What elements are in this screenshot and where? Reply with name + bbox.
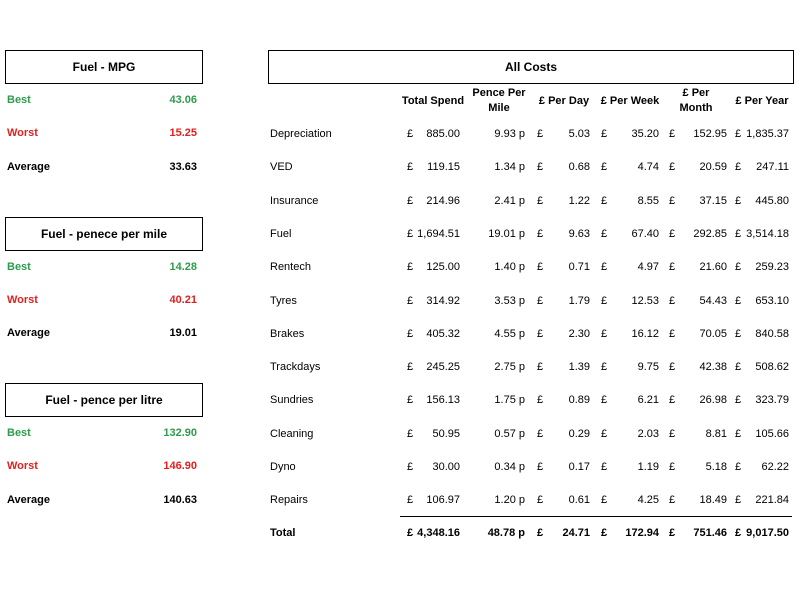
col-header-total-spend: Total Spend <box>401 95 465 107</box>
currency-symbol: £ <box>735 161 742 174</box>
cell-year: 105.66 <box>755 427 789 440</box>
currency-symbol: £ <box>735 227 742 240</box>
table-row <box>270 428 795 444</box>
cell-year: 9,017.50 <box>746 527 789 539</box>
currency-symbol: £ <box>407 427 414 440</box>
currency-symbol: £ <box>601 427 608 440</box>
currency-symbol: £ <box>537 327 544 340</box>
currency-symbol: £ <box>537 494 544 507</box>
cell-week: 6.21 <box>637 394 659 407</box>
ppm-panel-title: Fuel - penece per mile <box>5 217 203 251</box>
mpg-best-row <box>7 94 197 110</box>
row-value: 33.63 <box>169 161 197 173</box>
cell-ppm: 1.34 p <box>494 161 525 174</box>
currency-symbol: £ <box>669 227 676 240</box>
row-value: 40.21 <box>169 294 197 306</box>
ppm-best-row <box>7 261 197 277</box>
cell-week: 8.55 <box>637 194 659 207</box>
row-value: 146.90 <box>163 460 197 472</box>
row-label: Best <box>7 261 31 273</box>
cell-day: 0.89 <box>568 394 590 407</box>
row-label: Best <box>7 427 31 439</box>
ppm-worst-row <box>7 294 197 310</box>
cell-day: 5.03 <box>568 128 590 140</box>
cost-name: Depreciation <box>270 128 332 140</box>
cell-total: 106.97 <box>426 494 460 507</box>
cost-name: Repairs <box>270 494 308 507</box>
currency-symbol: £ <box>407 461 414 473</box>
currency-symbol: £ <box>735 494 742 507</box>
cell-week: 12.53 <box>631 294 659 307</box>
currency-symbol: £ <box>669 527 676 539</box>
mpg-panel-title: Fuel - MPG <box>5 50 203 84</box>
row-value: 43.06 <box>169 94 197 106</box>
col-header-pence-per-mile: Pence Per Mile <box>472 87 526 114</box>
cell-month: 18.49 <box>699 494 727 507</box>
cell-total: 214.96 <box>426 194 460 207</box>
cell-month: 751.46 <box>693 527 727 539</box>
row-label: Average <box>7 494 51 506</box>
currency-symbol: £ <box>735 527 742 539</box>
table-row <box>270 361 795 377</box>
col-header-per-year: £ Per Year <box>735 95 789 107</box>
currency-symbol: £ <box>601 261 608 274</box>
currency-symbol: £ <box>537 394 544 407</box>
cell-ppm: 19.01 p <box>488 227 525 240</box>
currency-symbol: £ <box>407 261 414 274</box>
cell-week: 4.25 <box>637 494 659 507</box>
currency-symbol: £ <box>735 461 742 473</box>
cell-year: 62.22 <box>761 461 789 473</box>
currency-symbol: £ <box>669 494 676 507</box>
cell-month: 20.59 <box>699 161 727 174</box>
cell-total: 314.92 <box>426 294 460 307</box>
ppl-worst-row <box>7 460 197 476</box>
cell-total: 119.15 <box>427 161 460 174</box>
cost-name: Fuel <box>270 227 292 240</box>
currency-symbol: £ <box>537 294 544 307</box>
cell-week: 172.94 <box>625 527 659 539</box>
currency-symbol: £ <box>537 161 544 174</box>
currency-symbol: £ <box>601 361 608 374</box>
cell-month: 152.95 <box>693 128 727 140</box>
cell-month: 54.43 <box>699 294 727 307</box>
cell-day: 24.71 <box>562 527 590 539</box>
currency-symbol: £ <box>735 361 742 374</box>
cell-total: 1,694.51 <box>417 227 460 240</box>
cell-year: 221.84 <box>755 494 789 507</box>
currency-symbol: £ <box>669 327 676 340</box>
cell-week: 16.12 <box>631 327 659 340</box>
cell-ppm: 48.78 p <box>487 527 525 539</box>
table-row <box>270 295 795 311</box>
cell-day: 1.79 <box>568 294 590 307</box>
cell-year: 508.62 <box>755 361 789 374</box>
row-label: Average <box>7 161 51 173</box>
table-row <box>270 161 795 177</box>
currency-symbol: £ <box>537 427 544 440</box>
row-label: Worst <box>7 460 38 472</box>
cell-day: 0.17 <box>568 461 590 473</box>
cell-day: 0.71 <box>568 261 590 274</box>
currency-symbol: £ <box>407 294 414 307</box>
table-row <box>270 394 795 410</box>
table-row <box>270 328 795 344</box>
cell-year: 653.10 <box>755 294 789 307</box>
currency-symbol: £ <box>407 394 414 407</box>
currency-symbol: £ <box>669 461 676 473</box>
table-row <box>270 228 795 244</box>
currency-symbol: £ <box>537 227 544 240</box>
cell-day: 0.29 <box>568 427 590 440</box>
cell-month: 8.81 <box>705 427 727 440</box>
mpg-worst-row <box>7 127 197 143</box>
col-header-per-day: £ Per Day <box>538 95 590 107</box>
cell-total: 4,348.16 <box>417 527 460 539</box>
cell-total: 125.00 <box>426 261 460 274</box>
cell-ppm: 9.93 p <box>494 128 525 140</box>
currency-symbol: £ <box>601 227 608 240</box>
currency-symbol: £ <box>735 427 742 440</box>
currency-symbol: £ <box>601 161 608 174</box>
cost-name: Insurance <box>270 194 319 207</box>
currency-symbol: £ <box>601 194 608 207</box>
cell-day: 2.30 <box>568 327 590 340</box>
col-header-per-week: £ Per Week <box>600 95 660 107</box>
row-value: 132.90 <box>163 427 197 439</box>
row-label: Best <box>7 94 31 106</box>
cell-month: 70.05 <box>699 327 727 340</box>
cost-name: VED <box>270 161 293 174</box>
cell-ppm: 3.53 p <box>494 294 525 307</box>
row-value: 19.01 <box>169 327 197 339</box>
currency-symbol: £ <box>669 261 676 274</box>
cell-month: 21.60 <box>699 261 727 274</box>
currency-symbol: £ <box>735 128 742 140</box>
currency-symbol: £ <box>601 527 608 539</box>
cell-year: 3,514.18 <box>746 227 789 240</box>
currency-symbol: £ <box>407 327 414 340</box>
currency-symbol: £ <box>601 494 608 507</box>
cell-week: 9.75 <box>637 361 659 374</box>
currency-symbol: £ <box>601 394 608 407</box>
cell-week: 1.19 <box>637 461 659 473</box>
table-row <box>270 461 795 477</box>
cell-ppm: 0.57 p <box>494 427 525 440</box>
cell-total: 405.32 <box>426 327 460 340</box>
ppl-average-row <box>7 494 197 510</box>
row-value: 14.28 <box>169 261 197 273</box>
cell-year: 840.58 <box>755 327 789 340</box>
currency-symbol: £ <box>407 494 414 507</box>
cell-week: 4.97 <box>637 261 659 274</box>
ppl-best-row <box>7 427 197 443</box>
total-rule <box>400 516 792 517</box>
cell-month: 37.15 <box>699 194 727 207</box>
all-costs-title: All Costs <box>268 50 794 84</box>
cell-year: 259.23 <box>755 261 789 274</box>
row-value: 15.25 <box>169 127 197 139</box>
row-label: Worst <box>7 294 38 306</box>
cell-ppm: 1.20 p <box>494 494 525 507</box>
currency-symbol: £ <box>601 294 608 307</box>
cell-year: 1,835.37 <box>746 128 789 140</box>
row-label: Worst <box>7 127 38 139</box>
currency-symbol: £ <box>537 194 544 207</box>
currency-symbol: £ <box>735 394 742 407</box>
cost-name: Tyres <box>270 294 297 307</box>
cell-day: 0.68 <box>568 161 590 174</box>
currency-symbol: £ <box>669 394 676 407</box>
ppl-panel-title: Fuel - pence per litre <box>5 383 203 417</box>
currency-symbol: £ <box>537 361 544 374</box>
table-row <box>270 494 795 510</box>
cell-year: 323.79 <box>755 394 789 407</box>
currency-symbol: £ <box>407 161 414 174</box>
cell-day: 9.63 <box>568 227 590 240</box>
cell-month: 5.18 <box>705 461 727 473</box>
cell-ppm: 2.75 p <box>494 361 525 374</box>
cost-name: Dyno <box>270 461 296 473</box>
cell-day: 0.61 <box>568 494 590 507</box>
table-row <box>270 261 795 277</box>
cell-week: 67.40 <box>631 227 659 240</box>
cell-total: 885.00 <box>426 128 460 140</box>
currency-symbol: £ <box>601 461 608 473</box>
cell-day: 1.22 <box>568 194 590 207</box>
cell-ppm: 0.34 p <box>494 461 525 473</box>
currency-symbol: £ <box>537 261 544 274</box>
cell-ppm: 2.41 p <box>494 194 525 207</box>
currency-symbol: £ <box>537 128 544 140</box>
currency-symbol: £ <box>407 227 414 240</box>
cell-ppm: 4.55 p <box>494 327 525 340</box>
currency-symbol: £ <box>407 361 414 374</box>
cell-year: 247.11 <box>756 161 789 174</box>
currency-symbol: £ <box>407 128 414 140</box>
cost-name: Cleaning <box>270 427 314 440</box>
currency-symbol: £ <box>735 294 742 307</box>
currency-symbol: £ <box>537 461 544 473</box>
cell-week: 4.74 <box>637 161 659 174</box>
cell-month: 26.98 <box>699 394 727 407</box>
currency-symbol: £ <box>669 427 676 440</box>
currency-symbol: £ <box>669 294 676 307</box>
currency-symbol: £ <box>669 161 676 174</box>
currency-symbol: £ <box>537 527 544 539</box>
currency-symbol: £ <box>669 128 676 140</box>
cell-total: 50.95 <box>432 427 460 440</box>
cost-name: Brakes <box>270 327 305 340</box>
col-header-per-month: £ Per Month <box>679 87 713 114</box>
currency-symbol: £ <box>407 527 414 539</box>
table-row <box>270 128 795 144</box>
table-row <box>270 195 795 211</box>
currency-symbol: £ <box>669 194 676 207</box>
cell-ppm: 1.40 p <box>494 261 525 274</box>
cost-name: Sundries <box>270 394 314 407</box>
cell-day: 1.39 <box>568 361 590 374</box>
cell-total: 156.13 <box>426 394 460 407</box>
cell-month: 42.38 <box>699 361 727 374</box>
cell-week: 35.20 <box>631 128 659 140</box>
currency-symbol: £ <box>669 361 676 374</box>
cell-total: 245.25 <box>426 361 460 374</box>
cost-name: Trackdays <box>270 361 321 374</box>
cell-week: 2.03 <box>637 427 659 440</box>
cost-name: Total <box>270 527 296 539</box>
currency-symbol: £ <box>407 194 414 207</box>
currency-symbol: £ <box>735 261 742 274</box>
cell-ppm: 1.75 p <box>494 394 525 407</box>
currency-symbol: £ <box>735 194 742 207</box>
cost-name: Rentech <box>270 261 311 274</box>
mpg-average-row <box>7 161 197 177</box>
currency-symbol: £ <box>601 128 608 140</box>
currency-symbol: £ <box>735 327 742 340</box>
row-value: 140.63 <box>163 494 197 506</box>
ppm-average-row <box>7 327 197 343</box>
currency-symbol: £ <box>601 327 608 340</box>
cell-month: 292.85 <box>693 227 727 240</box>
cell-year: 445.80 <box>755 194 789 207</box>
row-label: Average <box>7 327 51 339</box>
table-total-row <box>270 527 795 543</box>
cell-total: 30.00 <box>432 461 460 473</box>
